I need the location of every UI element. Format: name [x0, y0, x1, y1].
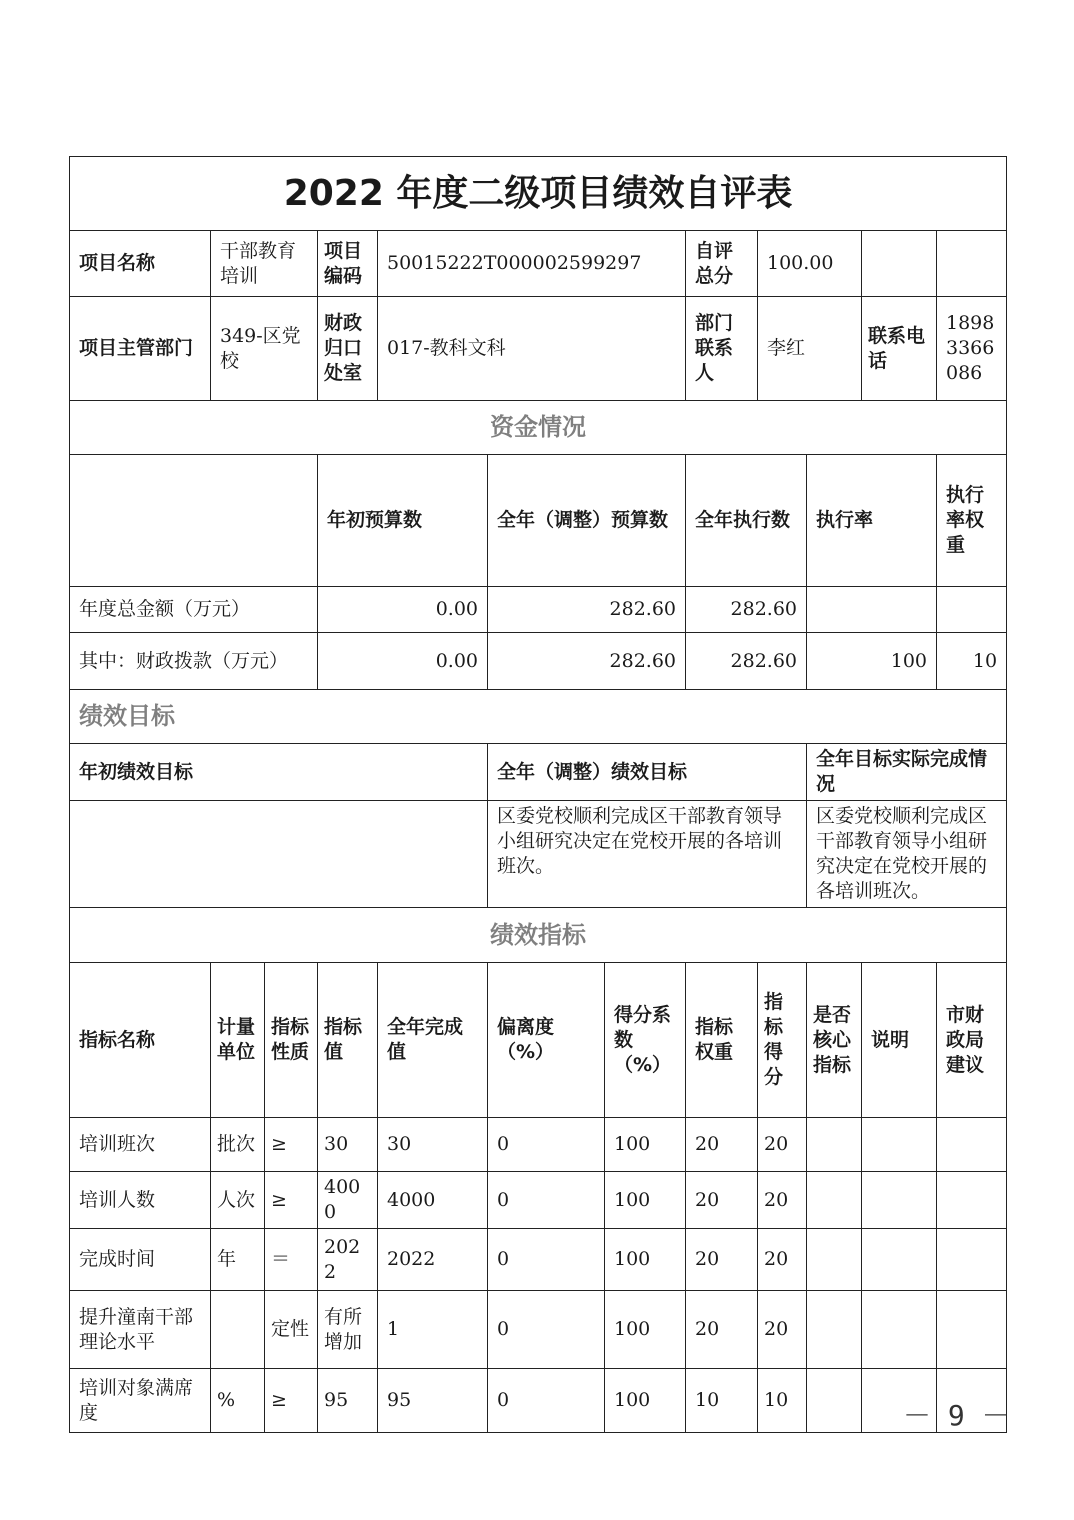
indicator-cell: 4000: [378, 1172, 488, 1229]
indicator-cell: [862, 1229, 937, 1291]
indicator-cell: 人次: [211, 1172, 265, 1229]
indicator-header: 是否核心指标: [807, 963, 862, 1118]
funds-cell: [807, 587, 937, 633]
blank-cell: [937, 231, 1007, 297]
indicator-cell: ≥: [265, 1118, 318, 1172]
indicators-section-title: 绩效指标: [70, 908, 1007, 963]
indicator-header: 指标值: [318, 963, 378, 1118]
indicator-cell: 10: [686, 1369, 758, 1433]
indicator-header: 偏离度（%）: [488, 963, 605, 1118]
finance-office-label: 财政归口处室: [318, 297, 378, 401]
funds-header: 年初预算数: [318, 455, 488, 587]
indicator-cell: 20: [686, 1118, 758, 1172]
indicator-cell: [937, 1291, 1007, 1369]
dept-value: 349-区党校: [211, 297, 318, 401]
funds-cell: 0.00: [318, 633, 488, 690]
indicator-cell: 20: [758, 1172, 807, 1229]
goals-header: 全年目标实际完成情况: [807, 744, 1007, 801]
indicator-cell: 培训人数: [70, 1172, 211, 1229]
funds-cell: 0.00: [318, 587, 488, 633]
indicator-cell: 0: [488, 1369, 605, 1433]
funds-cell: 282.60: [488, 587, 686, 633]
performance-table: [69, 156, 1007, 1433]
indicator-header: 说明: [862, 963, 937, 1118]
indicator-cell: 年: [211, 1229, 265, 1291]
funds-row-label: 其中：财政拨款（万元）: [70, 633, 318, 690]
indicator-cell: 20: [686, 1172, 758, 1229]
indicator-cell: 0: [488, 1172, 605, 1229]
goals-header: 年初绩效目标: [70, 744, 488, 801]
funds-cell: [937, 587, 1007, 633]
indicator-cell: 100: [605, 1229, 686, 1291]
indicator-cell: 30: [318, 1118, 378, 1172]
self-score-value: 100.00: [758, 231, 862, 297]
indicator-cell: 20: [758, 1291, 807, 1369]
funds-header: 全年（调整）预算数: [488, 455, 686, 587]
indicator-cell: [807, 1172, 862, 1229]
indicator-cell: 100: [605, 1369, 686, 1433]
funds-row-label: 年度总金额（万元）: [70, 587, 318, 633]
indicator-cell: [937, 1229, 1007, 1291]
finance-office-value: 017-教科文科: [378, 297, 686, 401]
initial-goal: [70, 801, 488, 908]
indicator-cell: %: [211, 1369, 265, 1433]
funds-cell: 10: [937, 633, 1007, 690]
funds-cell: 282.60: [686, 587, 807, 633]
adjusted-goal: 区委党校顺利完成区干部教育领导小组研究决定在党校开展的各培训班次。: [488, 801, 807, 908]
indicator-cell: [807, 1291, 862, 1369]
indicator-cell: 有所增加: [318, 1291, 378, 1369]
indicator-cell: 100: [605, 1172, 686, 1229]
indicator-cell: 95: [318, 1369, 378, 1433]
indicator-cell: [807, 1118, 862, 1172]
funds-header: 执行率权重: [937, 455, 1007, 587]
contact-label: 部门联系人: [686, 297, 758, 401]
indicator-cell: 20: [686, 1291, 758, 1369]
dept-label: 项目主管部门: [70, 297, 211, 401]
contact-value: 李红: [758, 297, 862, 401]
actual-completion: 区委党校顺利完成区干部教育领导小组研究决定在党校开展的各培训班次。: [807, 801, 1007, 908]
indicator-cell: 培训对象满席度: [70, 1369, 211, 1433]
funds-cell: 282.60: [488, 633, 686, 690]
indicator-cell: ＝: [265, 1229, 318, 1291]
indicator-cell: 0: [488, 1118, 605, 1172]
indicator-cell: [862, 1291, 937, 1369]
indicator-header: 得分系数（%）: [605, 963, 686, 1118]
indicator-cell: ≥: [265, 1369, 318, 1433]
indicator-cell: 20: [686, 1229, 758, 1291]
blank-cell: [862, 231, 937, 297]
indicator-cell: [937, 1172, 1007, 1229]
funds-header: 执行率: [807, 455, 937, 587]
indicator-header: 全年完成值: [378, 963, 488, 1118]
indicator-cell: ≥: [265, 1172, 318, 1229]
indicator-cell: 2022: [378, 1229, 488, 1291]
indicator-cell: 95: [378, 1369, 488, 1433]
project-name-value: 干部教育培训: [211, 231, 318, 297]
indicator-header: 计量单位: [211, 963, 265, 1118]
indicator-cell: 培训班次: [70, 1118, 211, 1172]
blank-cell: [70, 455, 318, 587]
indicator-header: 市财政局建议: [937, 963, 1007, 1118]
indicator-cell: 30: [378, 1118, 488, 1172]
page-number: － 9 －: [903, 1399, 1010, 1432]
indicator-cell: 完成时间: [70, 1229, 211, 1291]
goals-header: 全年（调整）绩效目标: [488, 744, 807, 801]
page-title: 2022 年度二级项目绩效自评表: [70, 157, 1007, 231]
indicator-cell: 20: [758, 1118, 807, 1172]
self-score-label: 自评总分: [686, 231, 758, 297]
indicator-cell: 10: [758, 1369, 807, 1433]
funds-cell: 282.60: [686, 633, 807, 690]
funds-header: 全年执行数: [686, 455, 807, 587]
indicator-cell: [807, 1229, 862, 1291]
indicator-cell: 100: [605, 1118, 686, 1172]
indicator-header: 指标性质: [265, 963, 318, 1118]
project-name-label: 项目名称: [70, 231, 211, 297]
indicator-cell: [862, 1118, 937, 1172]
funds-cell: 100: [807, 633, 937, 690]
project-code-value: 50015222T000002599297: [378, 231, 686, 297]
project-code-label: 项目编码: [318, 231, 378, 297]
indicator-header: 指标得分: [758, 963, 807, 1118]
indicator-cell: 2022: [318, 1229, 378, 1291]
goals-section-title: 绩效目标: [70, 690, 1007, 744]
indicator-cell: 批次: [211, 1118, 265, 1172]
indicator-cell: 0: [488, 1229, 605, 1291]
indicator-cell: 100: [605, 1291, 686, 1369]
phone-label: 联系电话: [862, 297, 937, 401]
indicator-cell: 20: [758, 1229, 807, 1291]
indicator-cell: [807, 1369, 862, 1433]
indicator-cell: 4000: [318, 1172, 378, 1229]
funds-section-title: 资金情况: [70, 401, 1007, 455]
indicator-cell: 提升潼南干部理论水平: [70, 1291, 211, 1369]
indicator-header: 指标名称: [70, 963, 211, 1118]
indicator-cell: [937, 1118, 1007, 1172]
indicator-cell: [211, 1291, 265, 1369]
indicator-cell: 0: [488, 1291, 605, 1369]
indicator-cell: 1: [378, 1291, 488, 1369]
indicator-header: 指标权重: [686, 963, 758, 1118]
phone-value: 18983366086: [937, 297, 1007, 401]
indicator-cell: [862, 1172, 937, 1229]
indicator-cell: 定性: [265, 1291, 318, 1369]
